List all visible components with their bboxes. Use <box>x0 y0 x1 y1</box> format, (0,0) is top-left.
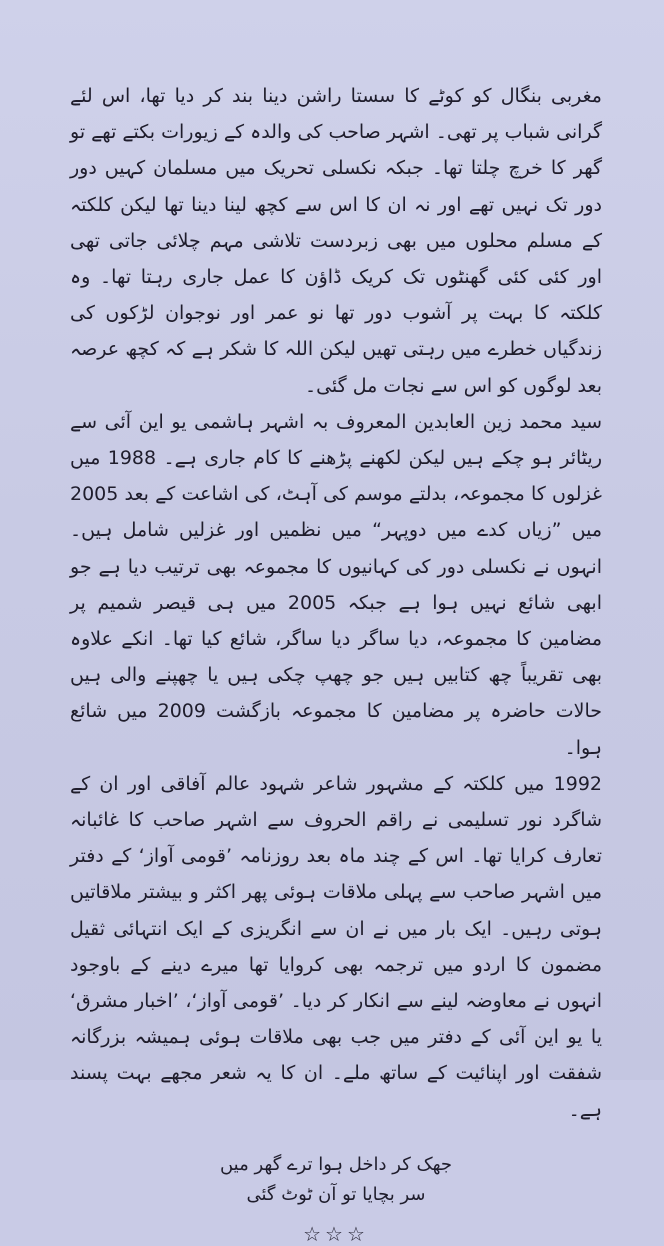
couplet-line-2: سر بچایا تو آن ٹوٹ گئی <box>246 1183 426 1205</box>
paragraph-2: سید محمد زین العابدین المعروف بہ اشہر ہاشمی یو این آئی سے ریٹائر ہو چکے ہیں لیکن لکھنے پڑھنے کا کام جاری ہے۔ 1988 میں غزلوں کا مجموعہ، بدلتے موسم کی آہٹ، کی اشاعت کے بعد 2005 میں ”زیاں کدے میں دوپہر“ میں نظمیں اور غزلیں شامل ہیں۔ انہوں نے نکسلی دور کی کہانیوں کا مجموعہ بھی ترتیب دیا ہے جو ابھی شائع نہیں ہوا ہے جبکہ 2005 میں ہی قیصر شمیم پر مضامین کا مجموعہ، دیا ساگر دیا ساگر، شائع کیا تھا۔ انکے علاوہ بھی تقریباً چھ کتابیں ہیں جو چھپ چکی ہیں یا چھپنے والی ہیں حالات حاضرہ پر مضامین کا مجموعہ بازگشت 2009 میں شائع ہوا۔ <box>70 410 603 759</box>
paragraph-1: مغربی بنگال کو کوٹے کا سستا راشن دینا بند کر دیا تھا، اس لئے گرانی شباب پر تھی۔ اشہر صاحب کی والدہ کے زیورات بکتے تھے تو گھر کا خرچ چلتا تھا۔ جبکہ نکسلی تحریک میں مسلمان کہیں دور دور تک نہیں تھے اور نہ ان کا اس سے کچھ لینا دینا تھا لیکن کلکتہ کے مسلم محلوں میں بھی زبردست تلاشی مہم چلائی جاتی تھی اور کئی کئی گھنٹوں تک کریک ڈاؤن کا عمل جاری رہتا تھا۔ وہ کلکتہ کا بہت پر آشوب دور تھا نو عمر اور نوجوان لڑکوں کی زندگیاں خطرے میں رہتی تھیں لیکن اللہ کا شکر ہے کہ کچھ عرصہ بعد لوگوں کو اس سے نجات مل گئی۔ <box>70 85 602 397</box>
couplet-line-1: جھک کر داخل ہوا ترے گھر میں <box>219 1153 453 1175</box>
couplet <box>70 1150 602 1210</box>
paragraph-3: 1992 میں کلکتہ کے مشہور شاعر شہود عالم آفاقی اور ان کے شاگرد نور تسلیمی نے راقم الحروف سے اشہر صاحب کا غائبانہ تعارف کرایا تھا۔ اس کے چند ماہ بعد روزنامہ ’قومی آواز‘ کے دفتر میں اشہر صاحب سے پہلی ملاقات ہوئی پھر اکثر و بیشتر ملاقاتیں ہوتی رہیں۔ ایک بار میں نے ان سے انگریزی کے ایک انتہائی ثقیل مضمون کا اردو میں ترجمہ بھی کروایا تھا میرے دینے کے باوجود انہوں نے معاوضہ لینے سے انکار کر دیا۔ ’قومی آواز‘، ’اخبار مشرق‘ یا یو این آئی کے دفتر میں جب بھی ملاقات ہوئی ہمیشہ بزرگانہ شفقت اور اپنائیت کے ساتھ ملے۔ ان کا یہ شعر مجھے بہت پسند ہے۔ <box>70 772 602 1121</box>
section-end-ornament: ☆☆☆ <box>303 1221 369 1246</box>
body-text <box>70 78 602 1128</box>
